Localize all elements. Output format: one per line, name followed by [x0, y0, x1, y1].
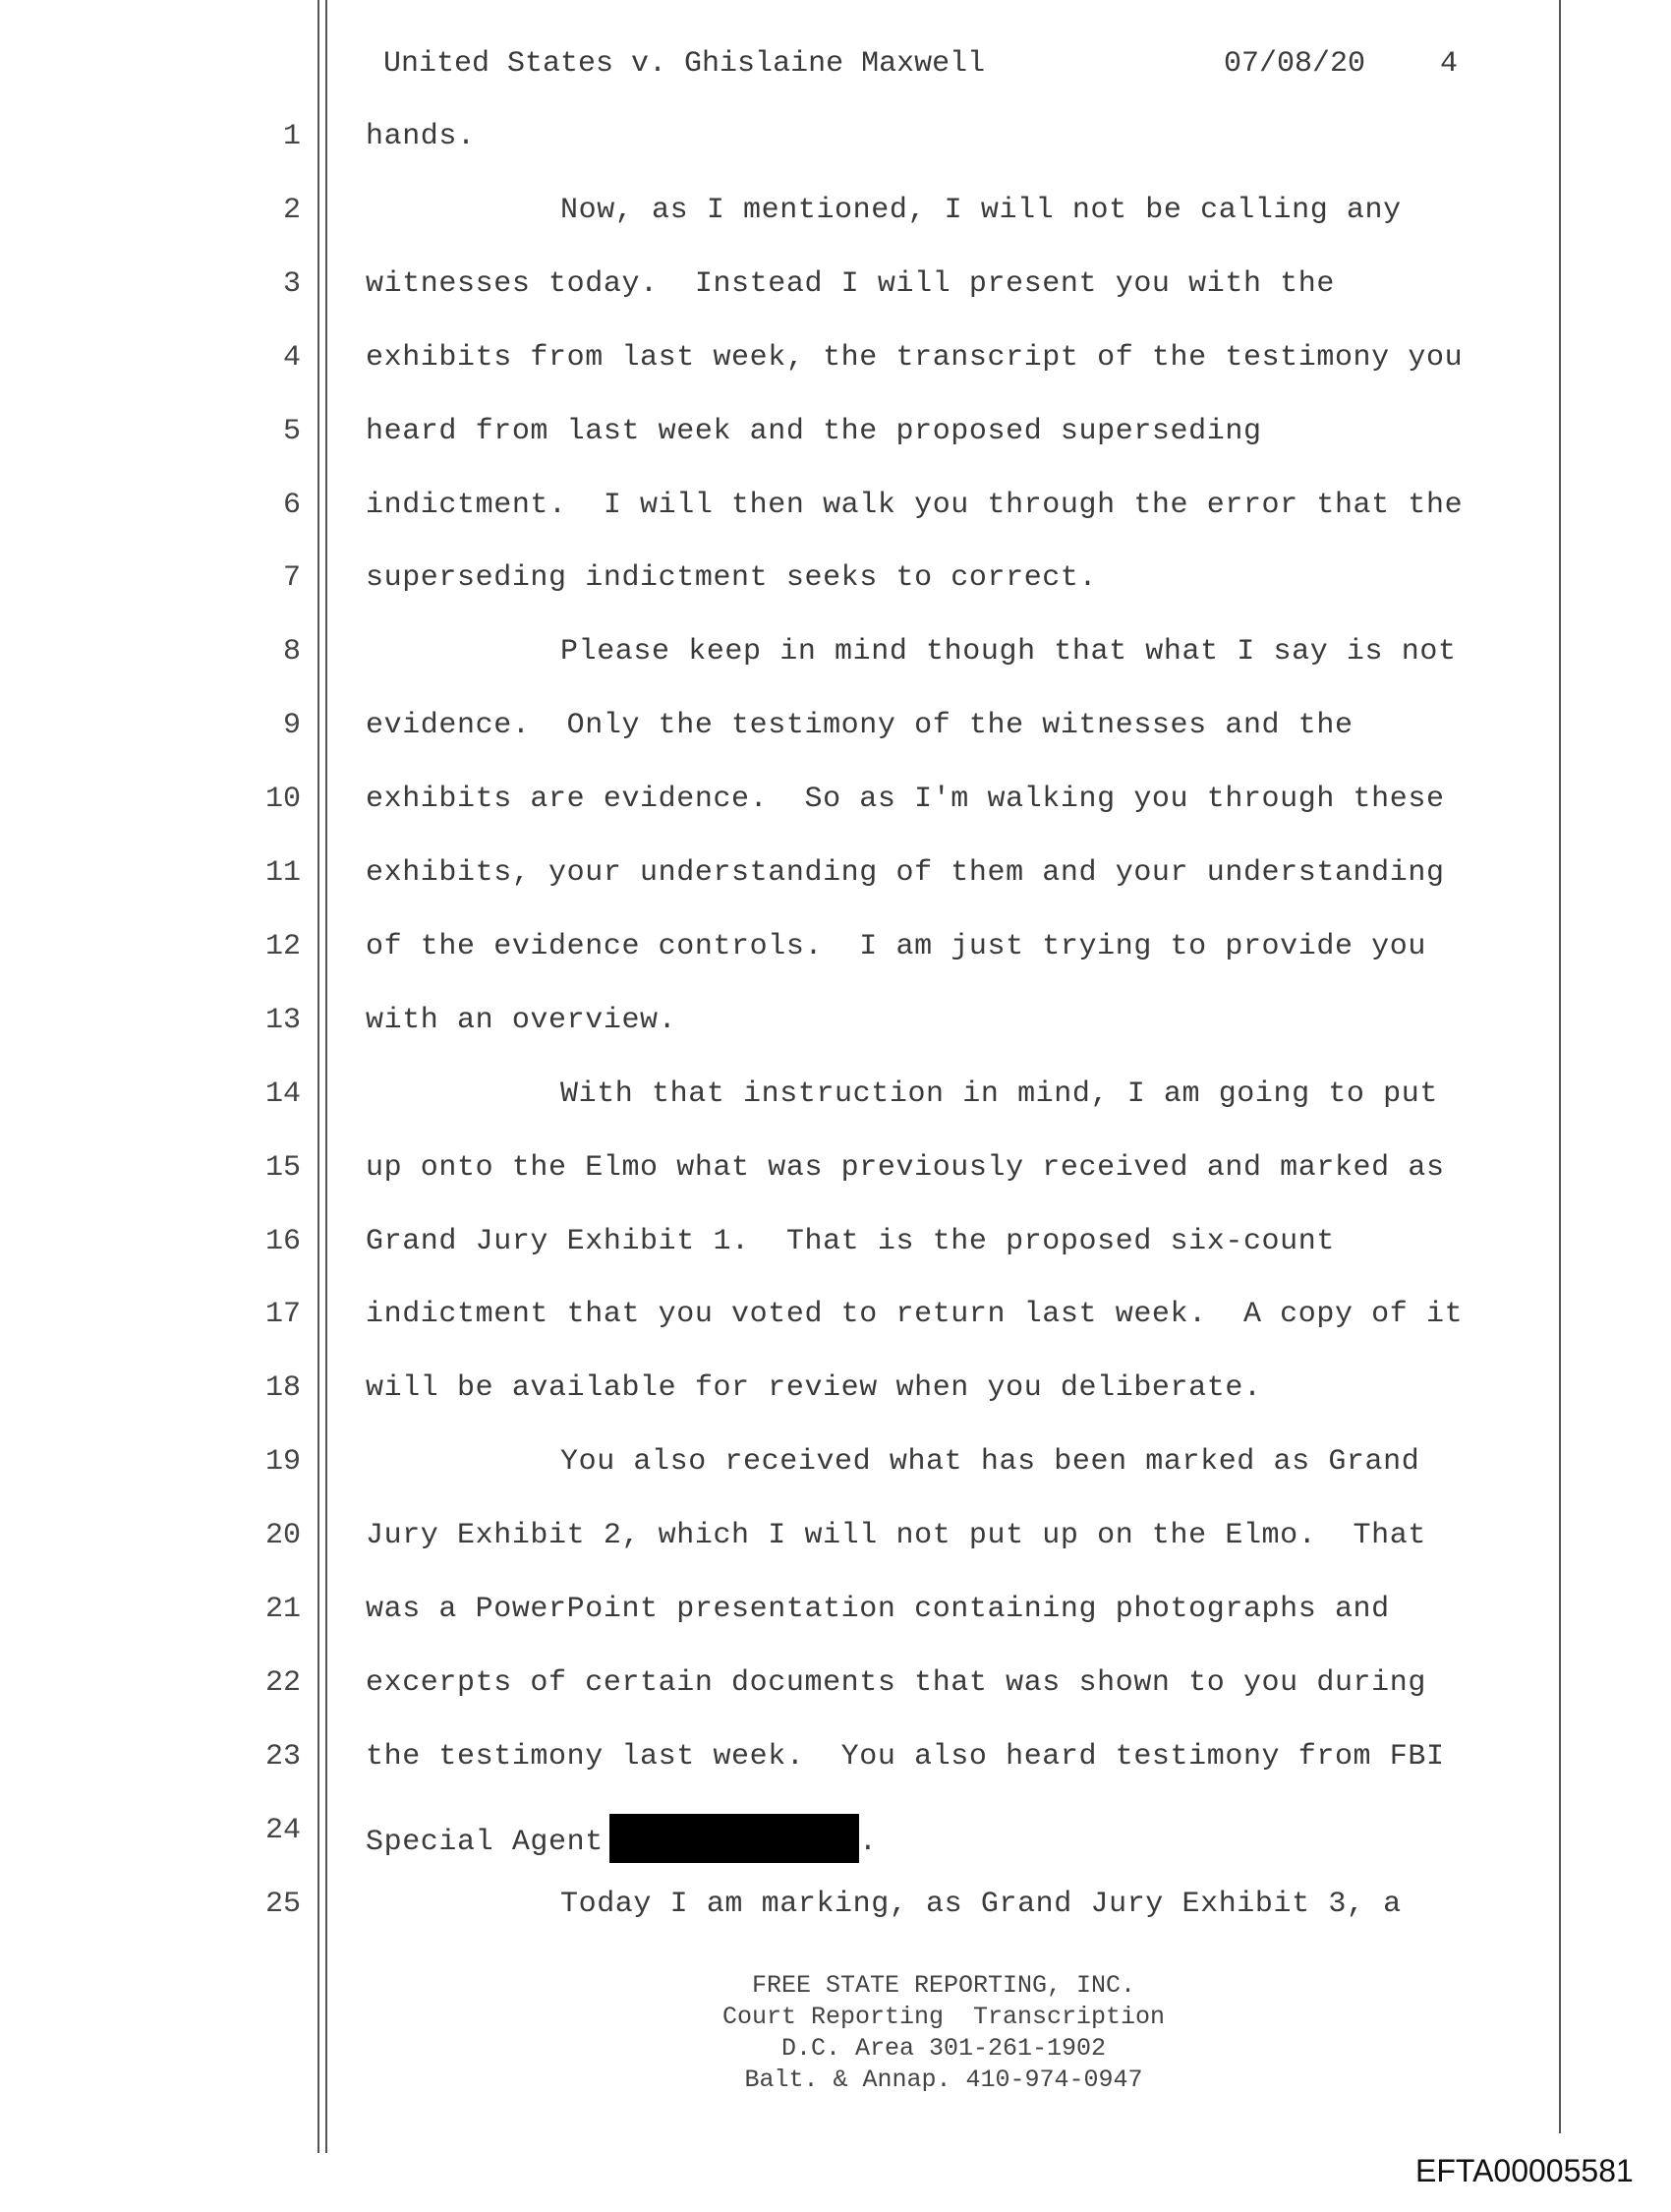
right-margin-rule — [1559, 0, 1561, 2133]
line-number: 14 — [264, 1077, 301, 1111]
line-text: exhibits from last week, the transcript of the testimony you — [366, 341, 1464, 375]
line-text: was a PowerPoint presentation containing photographs and — [366, 1593, 1390, 1626]
line-text: excerpts of certain documents that was shown to you during — [366, 1666, 1426, 1700]
line-number: 6 — [282, 489, 301, 522]
line-text: of the evidence controls. I am just trying to provide you — [366, 930, 1426, 963]
footer-phone-dc: D.C. Area 301-261-1902 — [780, 2034, 1107, 2063]
line-text: hands. — [366, 120, 476, 153]
document-id: EFTA00005581 — [1415, 2153, 1634, 2188]
line-number: 3 — [282, 267, 301, 301]
left-margin-rule-outer — [317, 0, 319, 2153]
case-title: United States v. Ghislaine Maxwell — [383, 47, 986, 81]
line-text: Now, as I mentioned, I will not be calling any — [560, 194, 1402, 227]
line-number: 11 — [264, 856, 301, 890]
redaction-box — [609, 1814, 859, 1863]
line-text: the testimony last week. You also heard testimony from FBI — [366, 1740, 1445, 1774]
line-text: will be available for review when you deliberate. — [366, 1371, 1262, 1405]
line-number: 5 — [282, 415, 301, 448]
line-text: up onto the Elmo what was previously received and marked as — [366, 1151, 1445, 1185]
line-number: 2 — [282, 194, 301, 227]
line-number: 12 — [264, 930, 301, 963]
line-number: 23 — [264, 1740, 301, 1774]
page-number: 4 — [1440, 47, 1459, 81]
line-text: superseding indictment seeks to correct. — [366, 561, 1098, 595]
line-number: 7 — [282, 561, 301, 595]
footer-service: Court Reporting Transcription — [721, 2003, 1166, 2031]
line-text: exhibits are evidence. So as I'm walking you through these — [366, 783, 1445, 816]
line-text: Grand Jury Exhibit 1. That is the proposed six-count — [366, 1225, 1335, 1258]
footer-phone-balt: Balt. & Annap. 410-974-0947 — [744, 2066, 1143, 2094]
line-number: 18 — [264, 1371, 301, 1405]
line-number: 17 — [264, 1298, 301, 1331]
line-text: indictment that you voted to return last week. A copy of it — [366, 1298, 1464, 1331]
line-number: 24 — [264, 1814, 301, 1847]
hearing-date: 07/08/20 — [1224, 47, 1366, 81]
reporter-footer — [649, 1970, 1239, 2096]
line-number: 22 — [264, 1666, 301, 1700]
line-number: 20 — [264, 1519, 301, 1552]
line-text: You also received what has been marked as Grand — [560, 1445, 1420, 1479]
line-number: 13 — [264, 1004, 301, 1037]
line-number: 16 — [264, 1225, 301, 1258]
line-text: with an overview. — [366, 1004, 677, 1037]
line-text: Today I am marking, as Grand Jury Exhibit 3, a — [560, 1888, 1402, 1921]
line-number: 25 — [264, 1888, 301, 1921]
line-number: 15 — [264, 1151, 301, 1185]
line-text: Please keep in mind though that what I say is not — [560, 635, 1457, 669]
line-text: Jury Exhibit 2, which I will not put up on the Elmo. That — [366, 1519, 1426, 1552]
line-text: evidence. Only the testimony of the witnesses and the — [366, 709, 1354, 742]
line-number: 1 — [282, 120, 301, 153]
line-number: 10 — [264, 783, 301, 816]
left-margin-rule-inner — [325, 0, 327, 2153]
line-text: exhibits, your understanding of them and your understanding — [366, 856, 1445, 890]
line-text — [366, 1814, 877, 1863]
line-number: 4 — [282, 341, 301, 375]
line-text-content: Special Agent — [366, 1826, 604, 1859]
line-text: heard from last week and the proposed superseding — [366, 415, 1262, 448]
line-number: 8 — [282, 635, 301, 669]
line-text: witnesses today. Instead I will present you with the — [366, 267, 1335, 301]
footer-company: FREE STATE REPORTING, INC. — [751, 1971, 1136, 2000]
line-number: 21 — [264, 1593, 301, 1626]
redaction-suffix: . — [858, 1826, 878, 1859]
line-text: With that instruction in mind, I am going to put — [560, 1077, 1438, 1111]
line-text: indictment. I will then walk you through the error that the — [366, 489, 1464, 522]
line-number: 19 — [264, 1445, 301, 1479]
line-number: 9 — [282, 709, 301, 742]
